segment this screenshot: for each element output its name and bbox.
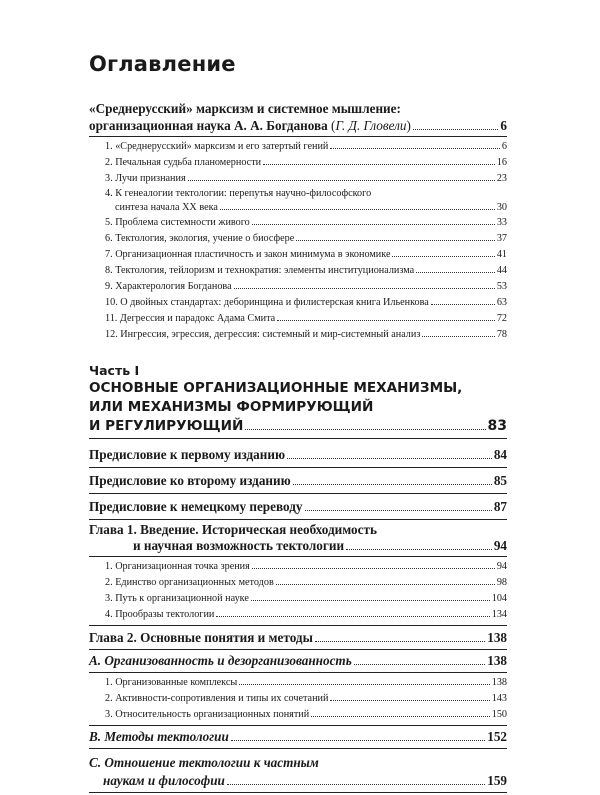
divider bbox=[89, 438, 507, 439]
toc-entry[interactable]: 3. Лучи признания 23 bbox=[105, 173, 507, 184]
toc-entry[interactable]: 12. Ингрессия, эгрессия, дегрессия: системный и мир-системный анализ 78 bbox=[105, 329, 507, 340]
divider bbox=[89, 748, 507, 749]
divider bbox=[89, 467, 507, 468]
toc-entry[interactable]: 2. Активности-сопротивления и типы их сочетаний 143 bbox=[105, 693, 507, 704]
page-title: Оглавление bbox=[89, 52, 236, 76]
toc-entry[interactable]: 3. Относительность организационных понятий 150 bbox=[105, 709, 507, 720]
toc-entry[interactable]: 11. Дегрессия и парадокс Адама Смита 72 bbox=[105, 313, 507, 324]
essay-title-line1: «Среднерусский» марксизм и системное мышление: bbox=[89, 101, 401, 116]
toc-section-heading[interactable]: С. Отношение тектологии к частным наукам и философии 159 bbox=[89, 755, 507, 788]
toc-section-heading[interactable]: А. Организованность и дезорганизованность 138 bbox=[89, 653, 507, 668]
divider bbox=[89, 672, 507, 673]
toc-entry[interactable]: 4. К генеалогии тектологии: перепутья научно-философского синтеза начала XX века 30 bbox=[105, 188, 507, 213]
toc-chapter-heading[interactable]: Глава 2. Основные понятия и методы 138 bbox=[89, 630, 507, 645]
divider bbox=[89, 556, 507, 557]
toc-entry[interactable]: 5. Проблема системности живого 33 bbox=[105, 217, 507, 228]
toc-part-heading[interactable]: ОСНОВНЫЕ ОРГАНИЗАЦИОННЫЕ МЕХАНИЗМЫ, ИЛИ МЕХАНИЗМЫ ФОРМИРУЮЩИЙ И РЕГУЛИРУЮЩИЙ 83 bbox=[89, 380, 507, 434]
toc-entry[interactable]: 1. Организованные комплексы 138 bbox=[105, 677, 507, 688]
essay-author: Г. Д. Гловели bbox=[335, 118, 407, 133]
page-number: 6 bbox=[500, 118, 507, 133]
toc-entry[interactable]: 2. Печальная судьба планомерности 16 bbox=[105, 157, 507, 168]
toc-entry[interactable]: 6. Тектология, экология, учение о биосфере 37 bbox=[105, 233, 507, 244]
part-label: Часть I bbox=[89, 363, 140, 378]
toc-entry[interactable]: 4. Прообразы тектологии 134 bbox=[105, 609, 507, 620]
toc-entry[interactable]: 1. Организационная точка зрения 94 bbox=[105, 561, 507, 572]
divider bbox=[89, 792, 507, 793]
divider bbox=[89, 493, 507, 494]
dot-leader bbox=[413, 127, 499, 130]
divider bbox=[89, 136, 507, 137]
toc-entry[interactable]: 7. Организационная пластичность и закон минимума в экономике 41 bbox=[105, 249, 507, 260]
toc-entry[interactable]: 10. О двойных стандартах: деборинщина и филистерская книга Ильенкова 63 bbox=[105, 297, 507, 308]
toc-entry[interactable]: 2. Единство организационных методов 98 bbox=[105, 577, 507, 588]
essay-title-line2: организационная наука А. А. Богданова bbox=[89, 118, 328, 133]
toc-essay-heading[interactable]: «Среднерусский» марксизм и системное мышление: организационная наука А. А. Богданова (Г. Д. Гловели) 6 bbox=[89, 101, 507, 133]
divider bbox=[89, 519, 507, 520]
divider bbox=[89, 725, 507, 726]
toc-entry[interactable]: 1. «Среднерусский» марксизм и его затертый гений 6 bbox=[105, 141, 507, 152]
divider bbox=[89, 649, 507, 650]
toc-entry[interactable]: 8. Тектология, тейлоризм и технократия: элементы институционализма 44 bbox=[105, 265, 507, 276]
toc-preface-entry[interactable]: Предисловие ко второму изданию 85 bbox=[89, 473, 507, 488]
toc-entry[interactable]: 3. Путь к организационной науке 104 bbox=[105, 593, 507, 604]
toc-preface-entry[interactable]: Предисловие к первому изданию 84 bbox=[89, 447, 507, 462]
divider bbox=[89, 625, 507, 626]
toc-preface-entry[interactable]: Предисловие к немецкому переводу 87 bbox=[89, 499, 507, 514]
toc-section-heading[interactable]: В. Методы тектологии 152 bbox=[89, 729, 507, 744]
toc-entry[interactable]: 9. Характерология Богданова 53 bbox=[105, 281, 507, 292]
toc-chapter-heading[interactable]: Глава 1. Введение. Историческая необходимость и научная возможность тектологии 94 bbox=[89, 522, 507, 553]
table-of-contents bbox=[89, 100, 507, 795]
